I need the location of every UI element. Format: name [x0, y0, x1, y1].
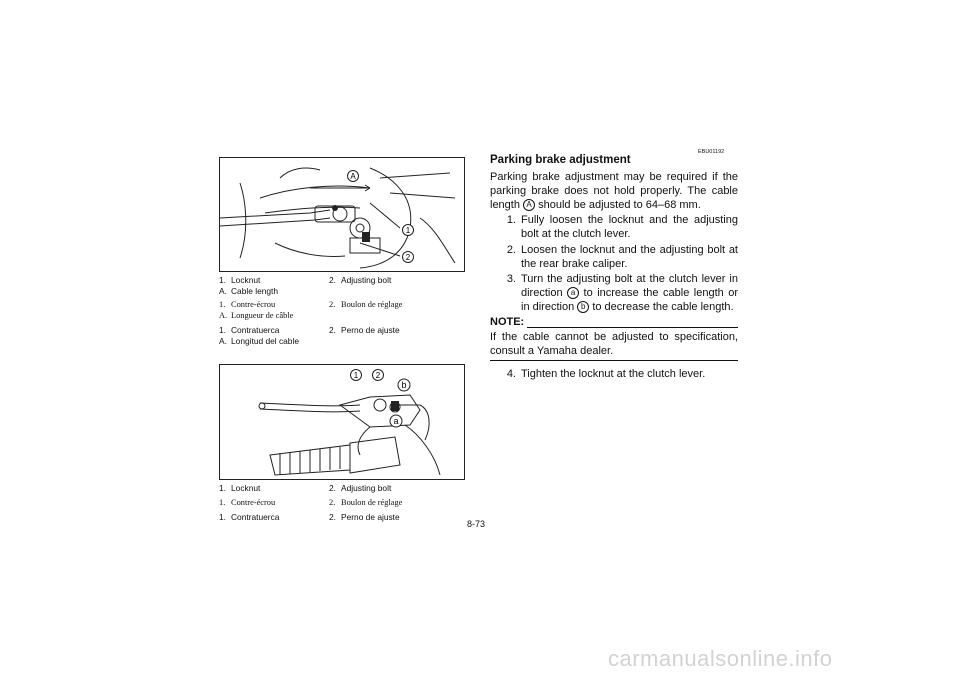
intro-paragraph — [490, 170, 738, 212]
caption-text: Contratuerca — [231, 512, 280, 522]
caption-num: A. — [219, 285, 227, 296]
callout-1: 1 — [405, 226, 411, 235]
caption-num: 2. — [329, 483, 336, 493]
caption-num: 1. — [219, 300, 226, 309]
caption-text: Longitud del cable — [231, 335, 299, 346]
caption-text: Perno de ajuste — [341, 325, 400, 335]
caption-num: 2. — [329, 300, 336, 309]
caption-num: 2. — [329, 275, 336, 285]
step-text-part: to decrease the cable length. — [592, 301, 734, 313]
callout-b: b — [401, 380, 407, 390]
note-end-rule — [490, 360, 738, 361]
note-label: NOTE: — [490, 316, 525, 328]
step-4 — [490, 367, 738, 381]
note-text: If the cable cannot be adjusted to specification, consult a Yamaha dealer. — [490, 331, 738, 357]
caption-num: A. — [219, 310, 228, 320]
figure1-captions — [219, 275, 469, 350]
step-3 — [490, 272, 738, 314]
step-number: 2. — [506, 244, 516, 256]
step-text: Loosen the locknut and the adjusting bolt at the rear brake caliper. — [521, 244, 738, 270]
caption-text: Boulon de réglage — [341, 497, 403, 507]
clutch-lever-illustration — [220, 365, 464, 479]
caption-num: 2. — [329, 325, 336, 335]
callout-2: 2 — [375, 371, 381, 380]
note-rule — [527, 327, 738, 328]
step-number: 3. — [506, 273, 516, 285]
caption-num: 1. — [219, 483, 226, 493]
caption-text: Contre-écrou — [231, 300, 276, 309]
step-text: Fully loosen the locknut and the adjusting bolt at the clutch lever. — [521, 214, 738, 240]
caption-text: Cable length — [231, 285, 279, 296]
caption-num: 1. — [219, 497, 226, 507]
intro-text: should be adjusted to 64–68 mm. — [538, 199, 701, 211]
caption-french — [219, 300, 469, 321]
step-number: 4. — [506, 368, 516, 380]
caption-spanish — [219, 325, 469, 346]
caption-french — [219, 498, 469, 509]
callout-2: 2 — [405, 253, 411, 262]
caption-text: Contre-écrou — [231, 497, 276, 507]
caption-num: 1. — [219, 512, 226, 522]
caption-num: 1. — [219, 325, 226, 335]
caption-text: Adjusting bolt — [341, 275, 392, 285]
caption-text: Longueur de câble — [231, 310, 294, 320]
symbol-b: b — [577, 301, 589, 313]
step-text — [521, 272, 738, 314]
caption-num: 2. — [329, 512, 336, 522]
caption-english — [219, 275, 469, 296]
watermark: carmanualsonline.info — [608, 646, 833, 671]
callout-1: 1 — [353, 371, 359, 380]
callout-a: a — [393, 416, 399, 426]
caption-text: Boulon de réglage — [341, 300, 403, 309]
section-title: Parking brake adjustment — [490, 154, 631, 166]
caption-num: A. — [219, 335, 227, 346]
caption-text: Perno de ajuste — [341, 512, 400, 522]
step-text-part: Turn the adjusting bolt at the clutch lever in direction — [521, 273, 738, 299]
section-code: EBU01192 — [698, 149, 725, 155]
brake-caliper-illustration — [220, 158, 464, 271]
caption-english — [219, 483, 469, 494]
page-number: 8-73 — [467, 519, 486, 529]
caption-text: Locknut — [231, 275, 261, 285]
caption-num: 1. — [219, 275, 226, 285]
caption-spanish — [219, 512, 469, 523]
step-2 — [490, 243, 738, 271]
figure-brake-caliper — [219, 157, 465, 272]
caption-text: Adjusting bolt — [341, 483, 392, 493]
step-text: Tighten the locknut at the clutch lever. — [521, 368, 706, 380]
caption-text: Locknut — [231, 483, 261, 493]
step-1 — [490, 213, 738, 241]
caption-num: 2. — [329, 497, 336, 507]
step-text-part: to increase the cable length or in direction — [521, 287, 739, 313]
intro-text: Parking brake adjustment may be required if the parking brake does not hold properly. The cable length — [490, 171, 738, 211]
callout-A: A — [350, 172, 356, 181]
step-number: 1. — [506, 214, 516, 226]
figure2-captions — [219, 483, 469, 527]
figure-clutch-lever — [219, 364, 465, 480]
symbol-A: A — [523, 199, 535, 211]
caption-text: Contratuerca — [231, 325, 280, 335]
symbol-a: a — [567, 287, 579, 299]
